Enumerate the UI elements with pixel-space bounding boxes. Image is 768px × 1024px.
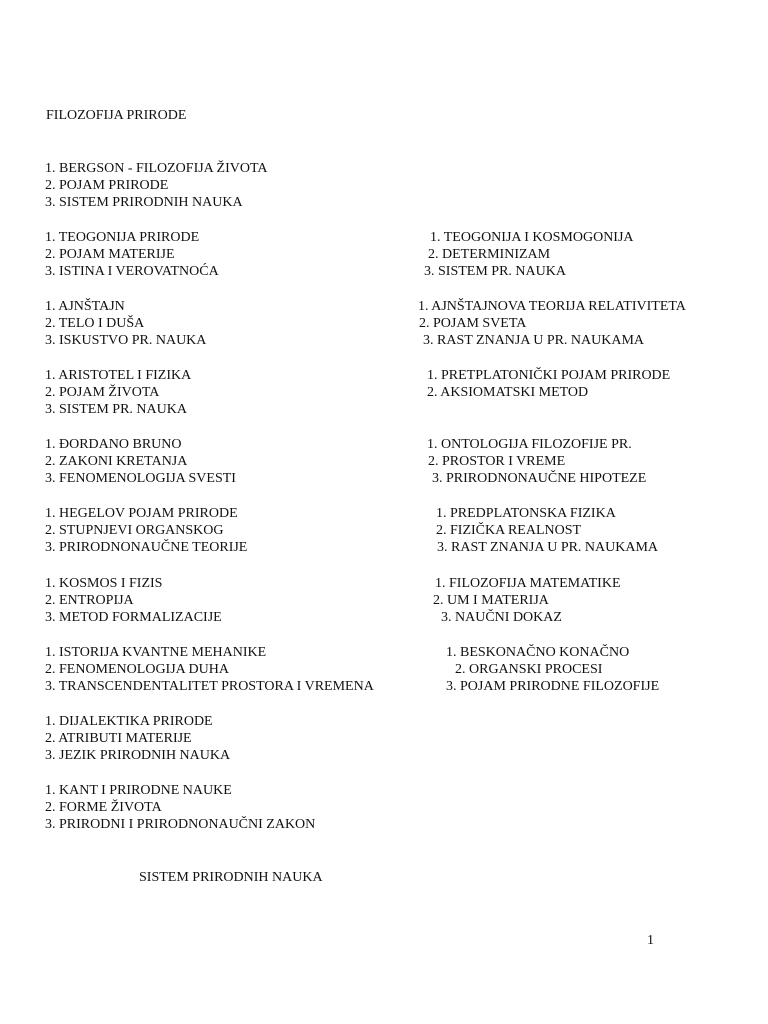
topic-row [0, 505, 768, 522]
right-topic: 3. RAST ZNANJA U PR. NAUKAMA [423, 333, 645, 348]
right-topic: 2. PROSTOR I VREME [428, 454, 566, 469]
topic-row [0, 575, 768, 592]
left-topic: 2. ZAKONI KRETANJA [45, 454, 188, 469]
left-topic: 2. STUPNJEVI ORGANSKOG [45, 523, 224, 538]
right-topic: 1. FILOZOFIJA MATEMATIKE [435, 576, 621, 591]
left-topic: 1. AJNŠTAJN [45, 299, 125, 314]
right-topic: 3. POJAM PRIRODNE FILOZOFIJE [446, 679, 660, 694]
left-topic: 3. SISTEM PRIRODNIH NAUKA [45, 195, 243, 210]
topic-row [0, 453, 768, 470]
topic-row [0, 730, 768, 747]
right-topic: 2. AKSIOMATSKI METOD [427, 385, 589, 400]
left-topic: 1. KOSMOS I FIZIS [45, 576, 163, 591]
left-topic: 3. TRANSCENDENTALITET PROSTORA I VREMENA [45, 679, 374, 694]
right-topic: 3. SISTEM PR. NAUKA [424, 264, 566, 279]
page-number: 1 [647, 933, 654, 948]
topic-row [0, 661, 768, 678]
topic-group [0, 160, 768, 211]
topic-row [0, 782, 768, 799]
right-topic: 2. POJAM SVETA [419, 316, 527, 331]
left-topic: 2. POJAM PRIRODE [45, 178, 169, 193]
left-topic: 3. SISTEM PR. NAUKA [45, 402, 187, 417]
left-topic: 2. TELO I DUŠA [45, 316, 145, 331]
topic-row [0, 470, 768, 487]
left-topic: 2. FORME ŽIVOTA [45, 800, 162, 815]
right-topic: 2. UM I MATERIJA [433, 593, 549, 608]
left-topic: 1. KANT I PRIRODNE NAUKE [45, 783, 232, 798]
left-topic: 2. FENOMENOLOGIJA DUHA [45, 662, 229, 677]
topic-row [0, 436, 768, 453]
topic-row [0, 539, 768, 556]
right-topic: 1. BESKONAČNO KONAČNO [446, 645, 630, 660]
left-topic: 1. BERGSON - FILOZOFIJA ŽIVOTA [45, 161, 268, 176]
right-topic: 2. ORGANSKI PROCESI [455, 662, 603, 677]
footer-heading: SISTEM PRIRODNIH NAUKA [139, 870, 323, 885]
left-topic: 3. METOD FORMALIZACIJE [45, 610, 222, 625]
topic-row [0, 229, 768, 246]
left-topic: 2. POJAM MATERIJE [45, 247, 175, 262]
topic-row [0, 609, 768, 626]
topic-row [0, 592, 768, 609]
right-topic: 1. AJNŠTAJNOVA TEORIJA RELATIVITETA [418, 299, 686, 314]
topic-row [0, 713, 768, 730]
topic-row [0, 367, 768, 384]
document-title: FILOZOFIJA PRIRODE [46, 108, 187, 123]
right-topic: 2. FIZIČKA REALNOST [436, 523, 582, 538]
topic-row [0, 799, 768, 816]
topic-group [0, 436, 768, 487]
left-topic: 1. DIJALEKTIKA PRIRODE [45, 714, 213, 729]
left-topic: 3. ISTINA I VEROVATNOĆA [45, 264, 219, 279]
topic-row [0, 384, 768, 401]
topic-group [0, 505, 768, 556]
left-topic: 1. ISTORIJA KVANTNE MEHANIKE [45, 645, 267, 660]
topic-row [0, 678, 768, 695]
topic-row [0, 177, 768, 194]
right-topic: 1. TEOGONIJA I KOSMOGONIJA [430, 230, 634, 245]
left-topic: 3. ISKUSTVO PR. NAUKA [45, 333, 207, 348]
topic-group [0, 575, 768, 626]
topic-row [0, 747, 768, 764]
right-topic: 3. PRIRODNONAUČNE HIPOTEZE [432, 471, 647, 486]
right-topic: 1. ONTOLOGIJA FILOZOFIJE PR. [427, 437, 632, 452]
topic-row [0, 816, 768, 833]
topic-group [0, 713, 768, 764]
topic-row [0, 194, 768, 211]
left-topic: 1. TEOGONIJA PRIRODE [45, 230, 200, 245]
topic-group [0, 229, 768, 280]
right-topic: 3. RAST ZNANJA U PR. NAUKAMA [437, 540, 659, 555]
topic-row [0, 263, 768, 280]
topic-group [0, 367, 768, 418]
right-topic: 1. PREDPLATONSKA FIZIKA [436, 506, 616, 521]
left-topic: 1. HEGELOV POJAM PRIRODE [45, 506, 238, 521]
left-topic: 3. JEZIK PRIRODNIH NAUKA [45, 748, 231, 763]
left-topic: 3. FENOMENOLOGIJA SVESTI [45, 471, 236, 486]
left-topic: 1. ĐORDANO BRUNO [45, 437, 182, 452]
left-topic: 1. ARISTOTEL I FIZIKA [45, 368, 192, 383]
right-topic: 1. PRETPLATONIČKI POJAM PRIRODE [427, 368, 671, 383]
topic-row [0, 160, 768, 177]
topic-group [0, 298, 768, 349]
left-topic: 2. POJAM ŽIVOTA [45, 385, 160, 400]
topic-row [0, 298, 768, 315]
right-topic: 2. DETERMINIZAM [428, 247, 551, 262]
topic-row [0, 246, 768, 263]
topic-row [0, 522, 768, 539]
topic-row [0, 644, 768, 661]
topic-group [0, 644, 768, 695]
topic-row [0, 315, 768, 332]
topic-group [0, 782, 768, 833]
left-topic: 3. PRIRODNI I PRIRODNONAUČNI ZAKON [45, 817, 316, 832]
left-topic: 2. ENTROPIJA [45, 593, 134, 608]
topic-row [0, 401, 768, 418]
left-topic: 3. PRIRODNONAUČNE TEORIJE [45, 540, 248, 555]
left-topic: 2. ATRIBUTI MATERIJE [45, 731, 192, 746]
right-topic: 3. NAUČNI DOKAZ [441, 610, 562, 625]
topic-row [0, 332, 768, 349]
